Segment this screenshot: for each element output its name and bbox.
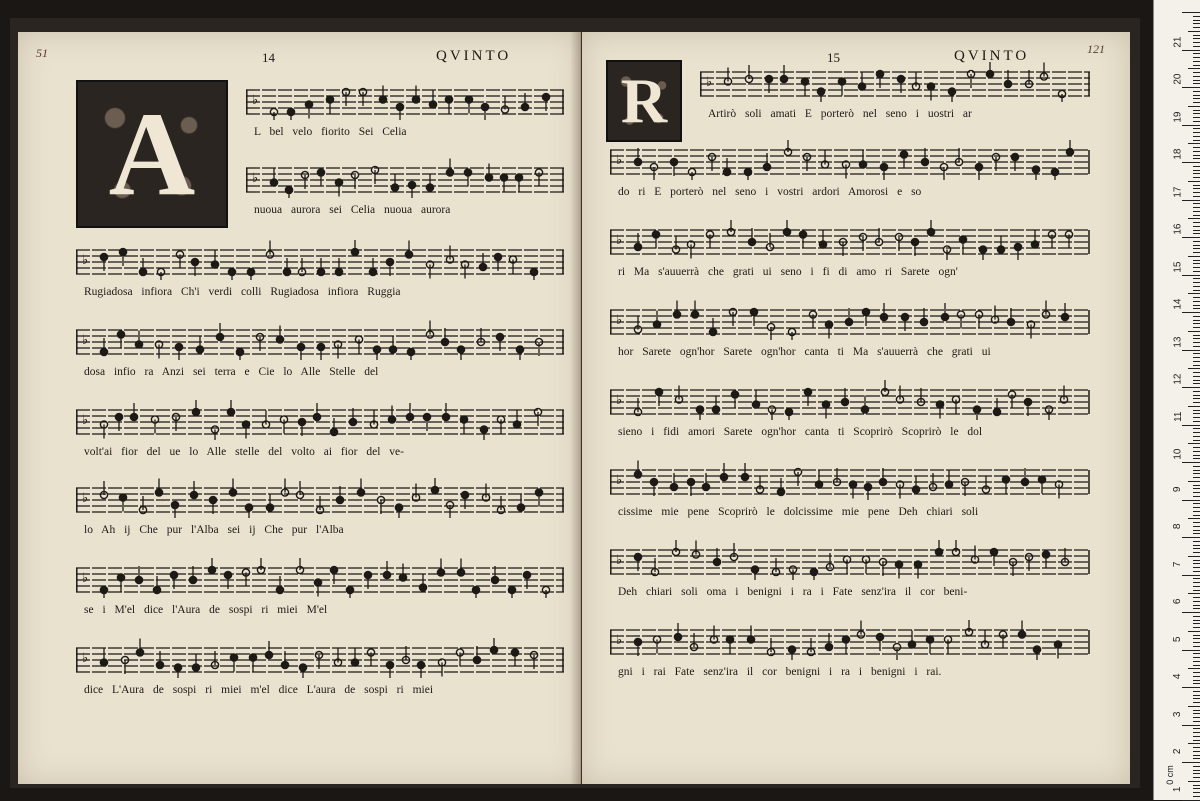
ruler-tick [1193, 245, 1200, 246]
ruler-number: 15 [1172, 261, 1184, 273]
ruler-tick [1193, 188, 1200, 189]
ruler-tick [1193, 477, 1200, 478]
ruler-tick [1193, 282, 1200, 283]
svg-text:♭: ♭ [616, 633, 623, 648]
ruler-tick [1193, 563, 1200, 564]
ruler-tick [1193, 751, 1200, 752]
ruler-tick [1193, 301, 1200, 302]
ruler-tick [1193, 710, 1200, 711]
ruler-tick [1193, 792, 1200, 793]
ruler-tick [1193, 638, 1200, 639]
ruler-tick [1182, 387, 1200, 388]
ruler-tick [1193, 552, 1200, 553]
initial-letter: R [620, 65, 668, 136]
left-page [18, 32, 581, 784]
ruler-tick [1188, 781, 1200, 782]
ruler-tick [1193, 796, 1200, 797]
ruler-tick [1193, 770, 1200, 771]
ruler-tick [1193, 170, 1200, 171]
ruler-number: 17 [1172, 186, 1184, 198]
ruler-tick [1193, 680, 1200, 681]
lyric-line: nuoua aurora sei Celia nuoua aurora [254, 204, 451, 216]
ruler-tick [1188, 293, 1200, 294]
ruler-tick [1193, 695, 1200, 696]
ruler-tick [1193, 346, 1200, 347]
lyric-line: cissime mie pene Scoprirò le dolcissime mie pene Deh chiari soli [618, 506, 979, 518]
music-staff [76, 240, 564, 280]
ruler-tick [1193, 582, 1200, 583]
ruler-tick [1193, 623, 1200, 624]
ruler-tick [1193, 271, 1200, 272]
ruler-tick [1193, 758, 1200, 759]
ruler-tick [1193, 132, 1200, 133]
ruler-tick [1193, 702, 1200, 703]
ruler-tick [1182, 312, 1200, 313]
svg-text:♭: ♭ [82, 651, 89, 666]
ruler-tick [1193, 316, 1200, 317]
ruler-tick [1193, 507, 1200, 508]
ruler-tick [1193, 177, 1200, 178]
ruler-number: 19 [1172, 111, 1184, 123]
svg-text:♭: ♭ [252, 93, 259, 108]
svg-text:♭: ♭ [616, 153, 623, 168]
ruler-number: 11 [1172, 411, 1184, 422]
ruler-tick [1193, 567, 1200, 568]
ruler-tick [1193, 65, 1200, 66]
ruler-tick [1193, 380, 1200, 381]
running-head-left: QVINTO [436, 48, 512, 64]
ruler-number: 18 [1172, 148, 1184, 160]
ruler-tick [1193, 147, 1200, 148]
lyric-line: volt'ai fior del ue lo Alle stelle del volto ai fior del ve- [84, 446, 404, 458]
ruler-number: 9 [1172, 486, 1184, 492]
ruler-tick [1193, 35, 1200, 36]
ruler-tick [1182, 762, 1200, 763]
ruler-tick [1193, 290, 1200, 291]
ruler-tick [1188, 68, 1200, 69]
ruler-tick [1193, 305, 1200, 306]
ruler-tick [1193, 233, 1200, 234]
ruler-tick [1193, 755, 1200, 756]
ruler-tick [1193, 72, 1200, 73]
ruler-tick [1193, 113, 1200, 114]
ruler-tick [1193, 736, 1200, 737]
ruler-tick [1193, 485, 1200, 486]
ruler-tick [1193, 451, 1200, 452]
ruler-tick [1188, 406, 1200, 407]
ruler-number: 8 [1172, 523, 1184, 530]
ruler-tick [1188, 593, 1200, 594]
ruler-tick [1193, 488, 1200, 489]
ruler-tick [1193, 155, 1200, 156]
ruler-tick [1193, 545, 1200, 546]
ruler-tick [1193, 788, 1200, 789]
ruler-tick [1182, 125, 1200, 126]
ruler-tick [1193, 80, 1200, 81]
lyric-line: hor Sarete ogn'hor Sarete ogn'hor canta ti Ma s'auuerrà che grati ui [618, 346, 991, 358]
ruler-tick [1193, 353, 1200, 354]
ruler-tick [1193, 661, 1200, 662]
ruler-tick [1182, 200, 1200, 201]
music-staff [76, 400, 564, 440]
ruler-tick [1188, 743, 1200, 744]
ruler-tick [1188, 368, 1200, 369]
ruler-tick [1193, 586, 1200, 587]
lyric-line: Artirò soli amati E porterò nel seno i uostri ar [708, 108, 972, 120]
ruler-tick [1193, 230, 1200, 231]
ruler-tick [1182, 462, 1200, 463]
ruler-tick [1193, 417, 1200, 418]
svg-text:♭: ♭ [706, 75, 713, 90]
ruler-tick [1193, 766, 1200, 767]
ruler-tick [1188, 481, 1200, 482]
lyric-line: dice L'Aura de sospi ri miei m'el dice L'aura de sospi ri miei [84, 684, 434, 696]
ruler-number: 1 [1172, 786, 1184, 792]
ruler-tick [1188, 556, 1200, 557]
lyric-line: lo Ah ij Che pur l'Alba sei ij Che pur l'Alba [84, 524, 344, 536]
ruler-tick [1182, 275, 1200, 276]
svg-text:♭: ♭ [252, 171, 259, 186]
lyric-line: gni i rai Fate senz'ira il cor benigni i ra i benigni i rai. [618, 666, 942, 678]
ruler-tick [1193, 496, 1200, 497]
ruler-tick [1193, 95, 1200, 96]
music-staff [610, 460, 1090, 500]
ruler-tick [1193, 158, 1200, 159]
ruler-tick [1193, 740, 1200, 741]
ruler-number: 14 [1172, 298, 1184, 310]
ruler-tick [1193, 627, 1200, 628]
svg-text:♭: ♭ [82, 413, 89, 428]
ruler-tick [1193, 61, 1200, 62]
ruler-tick [1182, 350, 1200, 351]
ruler-tick [1193, 297, 1200, 298]
ruler-tick [1188, 143, 1200, 144]
ruler-tick [1193, 395, 1200, 396]
ruler-tick [1193, 173, 1200, 174]
ruler-tick [1193, 642, 1200, 643]
ruler-tick [1193, 260, 1200, 261]
ruler-tick [1193, 342, 1200, 343]
music-staff [610, 380, 1090, 420]
music-staff [610, 620, 1090, 660]
ruler-tick [1193, 541, 1200, 542]
decorated-initial-right [606, 60, 682, 142]
ruler-tick [1193, 777, 1200, 778]
ruler-number: 5 [1172, 636, 1184, 642]
ruler-tick [1193, 773, 1200, 774]
ruler-tick [1193, 672, 1200, 673]
ruler-tick [1193, 455, 1200, 456]
svg-text:♭: ♭ [82, 491, 89, 506]
svg-text:♭: ♭ [616, 473, 623, 488]
ruler-tick [1193, 665, 1200, 666]
ruler-tick [1193, 530, 1200, 531]
measuring-ruler [1153, 0, 1200, 800]
ruler-number: 3 [1172, 711, 1184, 717]
ruler-tick [1193, 323, 1200, 324]
ruler-number: 2 [1172, 748, 1184, 755]
ruler-tick [1193, 605, 1200, 606]
ruler-tick [1193, 590, 1200, 591]
ruler-tick [1193, 458, 1200, 459]
ruler-tick [1193, 252, 1200, 253]
ruler-tick [1188, 668, 1200, 669]
ruler-tick [1193, 432, 1200, 433]
ruler-tick [1182, 537, 1200, 538]
ruler-tick [1193, 721, 1200, 722]
ruler-tick [1193, 713, 1200, 714]
ruler-tick [1193, 263, 1200, 264]
ruler-tick [1193, 121, 1200, 122]
ruler-number: 6 [1172, 598, 1184, 605]
ruler-tick [1193, 413, 1200, 414]
ruler-tick [1193, 207, 1200, 208]
ruler-tick [1193, 46, 1200, 47]
ruler-tick [1193, 526, 1200, 527]
ruler-tick [1193, 383, 1200, 384]
svg-text:♭: ♭ [616, 313, 623, 328]
svg-text:♭: ♭ [82, 253, 89, 268]
ruler-number: 13 [1172, 336, 1184, 348]
ruler-tick [1188, 443, 1200, 444]
ruler-tick [1193, 560, 1200, 561]
ruler-tick [1193, 728, 1200, 729]
lyric-line: Rugiadosa infiora Ch'i verdi colli Rugiadosa infiora Ruggia [84, 286, 401, 298]
svg-text:♭: ♭ [616, 393, 623, 408]
ruler-number: 21 [1172, 36, 1184, 48]
music-staff [76, 478, 564, 518]
ruler-tick [1193, 522, 1200, 523]
ruler-tick [1193, 140, 1200, 141]
ruler-tick [1182, 425, 1200, 426]
ruler-tick [1193, 27, 1200, 28]
ruler-tick [1188, 331, 1200, 332]
ruler-tick [1193, 53, 1200, 54]
ruler-tick [1193, 286, 1200, 287]
ruler-number: 10 [1172, 448, 1184, 460]
ruler-tick [1188, 706, 1200, 707]
ruler-tick [1193, 320, 1200, 321]
initial-letter: A [108, 87, 196, 220]
ruler-tick [1193, 747, 1200, 748]
music-staff [246, 158, 564, 198]
ruler-tick [1182, 612, 1200, 613]
music-staff [610, 300, 1090, 340]
ruler-tick [1193, 616, 1200, 617]
ruler-tick [1193, 533, 1200, 534]
ruler-tick [1193, 203, 1200, 204]
ruler-number: 16 [1172, 223, 1184, 235]
ruler-tick [1193, 732, 1200, 733]
ruler-tick [1188, 181, 1200, 182]
ruler-tick [1193, 278, 1200, 279]
ruler-tick [1193, 376, 1200, 377]
ruler-tick [1193, 608, 1200, 609]
ruler-tick [1193, 98, 1200, 99]
ruler-tick [1193, 676, 1200, 677]
ruler-tick [1182, 87, 1200, 88]
ruler-tick [1182, 237, 1200, 238]
lyric-line: Deh chiari soli oma i benigni i ra i Fate senz'ira il cor beni- [618, 586, 968, 598]
ruler-tick [1182, 162, 1200, 163]
ruler-tick [1193, 657, 1200, 658]
ruler-tick [1193, 440, 1200, 441]
decorated-initial-left [76, 80, 228, 228]
running-head-right: QVINTO [954, 48, 1030, 64]
ruler-tick [1193, 466, 1200, 467]
ruler-tick [1193, 511, 1200, 512]
ruler-tick [1193, 785, 1200, 786]
music-staff [76, 558, 564, 598]
ruler-tick [1193, 196, 1200, 197]
music-staff [700, 62, 1090, 102]
ruler-tick [1182, 500, 1200, 501]
ruler-tick [1193, 578, 1200, 579]
ruler-tick [1193, 23, 1200, 24]
ruler-tick [1193, 192, 1200, 193]
ruler-tick [1193, 653, 1200, 654]
ruler-tick [1193, 357, 1200, 358]
ruler-tick [1193, 91, 1200, 92]
ruler-tick [1193, 421, 1200, 422]
ruler-tick [1193, 597, 1200, 598]
ruler-tick [1193, 117, 1200, 118]
ruler-tick [1182, 12, 1200, 13]
ruler-tick [1193, 410, 1200, 411]
lyric-line: sieno i fidi amori Sarete ogn'hor canta ti Scoprirò Scoprirò le dol [618, 426, 983, 438]
ruler-tick [1193, 473, 1200, 474]
ruler-tick [1193, 402, 1200, 403]
ruler-tick [1193, 211, 1200, 212]
music-staff [610, 220, 1090, 260]
ruler-tick [1193, 76, 1200, 77]
ruler-tick [1193, 470, 1200, 471]
ruler-number: 12 [1172, 373, 1184, 385]
ruler-tick [1193, 16, 1200, 17]
ruler-tick [1193, 436, 1200, 437]
ruler-tick [1193, 185, 1200, 186]
ruler-number: 7 [1172, 561, 1184, 567]
ruler-tick [1193, 428, 1200, 429]
music-staff [610, 540, 1090, 580]
ruler-tick [1182, 725, 1200, 726]
music-staff [76, 638, 564, 678]
ruler-tick [1193, 215, 1200, 216]
ruler-tick [1193, 267, 1200, 268]
ruler-tick [1193, 515, 1200, 516]
ruler-tick [1193, 683, 1200, 684]
ruler-tick [1193, 372, 1200, 373]
music-staff [610, 140, 1090, 180]
ruler-tick [1193, 308, 1200, 309]
svg-text:♭: ♭ [616, 233, 623, 248]
ruler-unit-label: 0 cm [1165, 765, 1176, 785]
ruler-tick [1193, 42, 1200, 43]
ruler-tick [1193, 646, 1200, 647]
ruler-tick [1193, 447, 1200, 448]
page-number-left: 14 [262, 50, 275, 65]
ruler-tick [1188, 518, 1200, 519]
svg-text:♭: ♭ [82, 571, 89, 586]
ruler-tick [1193, 698, 1200, 699]
ruler-tick [1193, 226, 1200, 227]
ruler-tick [1193, 361, 1200, 362]
ruler-tick [1193, 241, 1200, 242]
lyric-line: L bel velo fiorito Sei Celia [254, 126, 407, 138]
ruler-tick [1193, 365, 1200, 366]
ruler-tick [1182, 687, 1200, 688]
ruler-tick [1193, 338, 1200, 339]
lyric-line: se i M'el dice l'Aura de sospi ri miei M'el [84, 604, 328, 616]
ruler-tick [1188, 631, 1200, 632]
ruler-tick [1193, 335, 1200, 336]
ruler-tick [1193, 691, 1200, 692]
margin-note-right: 121 [1087, 42, 1105, 56]
ruler-tick [1193, 635, 1200, 636]
ruler-number: 4 [1172, 673, 1184, 680]
ruler-tick [1182, 50, 1200, 51]
ruler-tick [1188, 256, 1200, 257]
ruler-tick [1193, 166, 1200, 167]
ruler-tick [1188, 218, 1200, 219]
ruler-tick [1193, 38, 1200, 39]
ruler-tick [1193, 57, 1200, 58]
lyric-line: dosa infio ra Anzi sei terra e Cie lo Alle Stelle del [84, 366, 379, 378]
ruler-tick [1193, 110, 1200, 111]
margin-note-left: 51 [36, 46, 48, 60]
ruler-tick [1193, 601, 1200, 602]
ruler-tick [1188, 106, 1200, 107]
ruler-tick [1193, 102, 1200, 103]
svg-text:♭: ♭ [616, 553, 623, 568]
ruler-tick [1188, 31, 1200, 32]
ruler-tick [1193, 83, 1200, 84]
ruler-tick [1193, 503, 1200, 504]
ruler-tick [1193, 327, 1200, 328]
ruler-tick [1193, 248, 1200, 249]
lyric-line: ri Ma s'auuerrà che grati ui seno i fi di amo ri Sarete ogn' [618, 266, 958, 278]
right-page [582, 32, 1130, 784]
music-staff [76, 320, 564, 360]
ruler-tick [1182, 575, 1200, 576]
ruler-number: 20 [1172, 73, 1184, 85]
ruler-tick [1182, 650, 1200, 651]
ruler-tick [1193, 136, 1200, 137]
ruler-tick [1193, 571, 1200, 572]
lyric-line: do ri E porterò nel seno i vostri ardori Amorosi e so [618, 186, 922, 198]
ruler-tick [1193, 620, 1200, 621]
ruler-tick [1193, 20, 1200, 21]
music-staff [246, 80, 564, 120]
ruler-tick [1193, 717, 1200, 718]
ruler-tick [1193, 548, 1200, 549]
ruler-tick [1193, 151, 1200, 152]
page-number-right: 15 [827, 50, 840, 65]
ruler-tick [1193, 398, 1200, 399]
ruler-tick [1193, 391, 1200, 392]
ruler-tick [1193, 222, 1200, 223]
open-book [10, 18, 1140, 788]
ruler-tick [1193, 492, 1200, 493]
svg-text:♭: ♭ [82, 333, 89, 348]
ruler-tick [1193, 128, 1200, 129]
